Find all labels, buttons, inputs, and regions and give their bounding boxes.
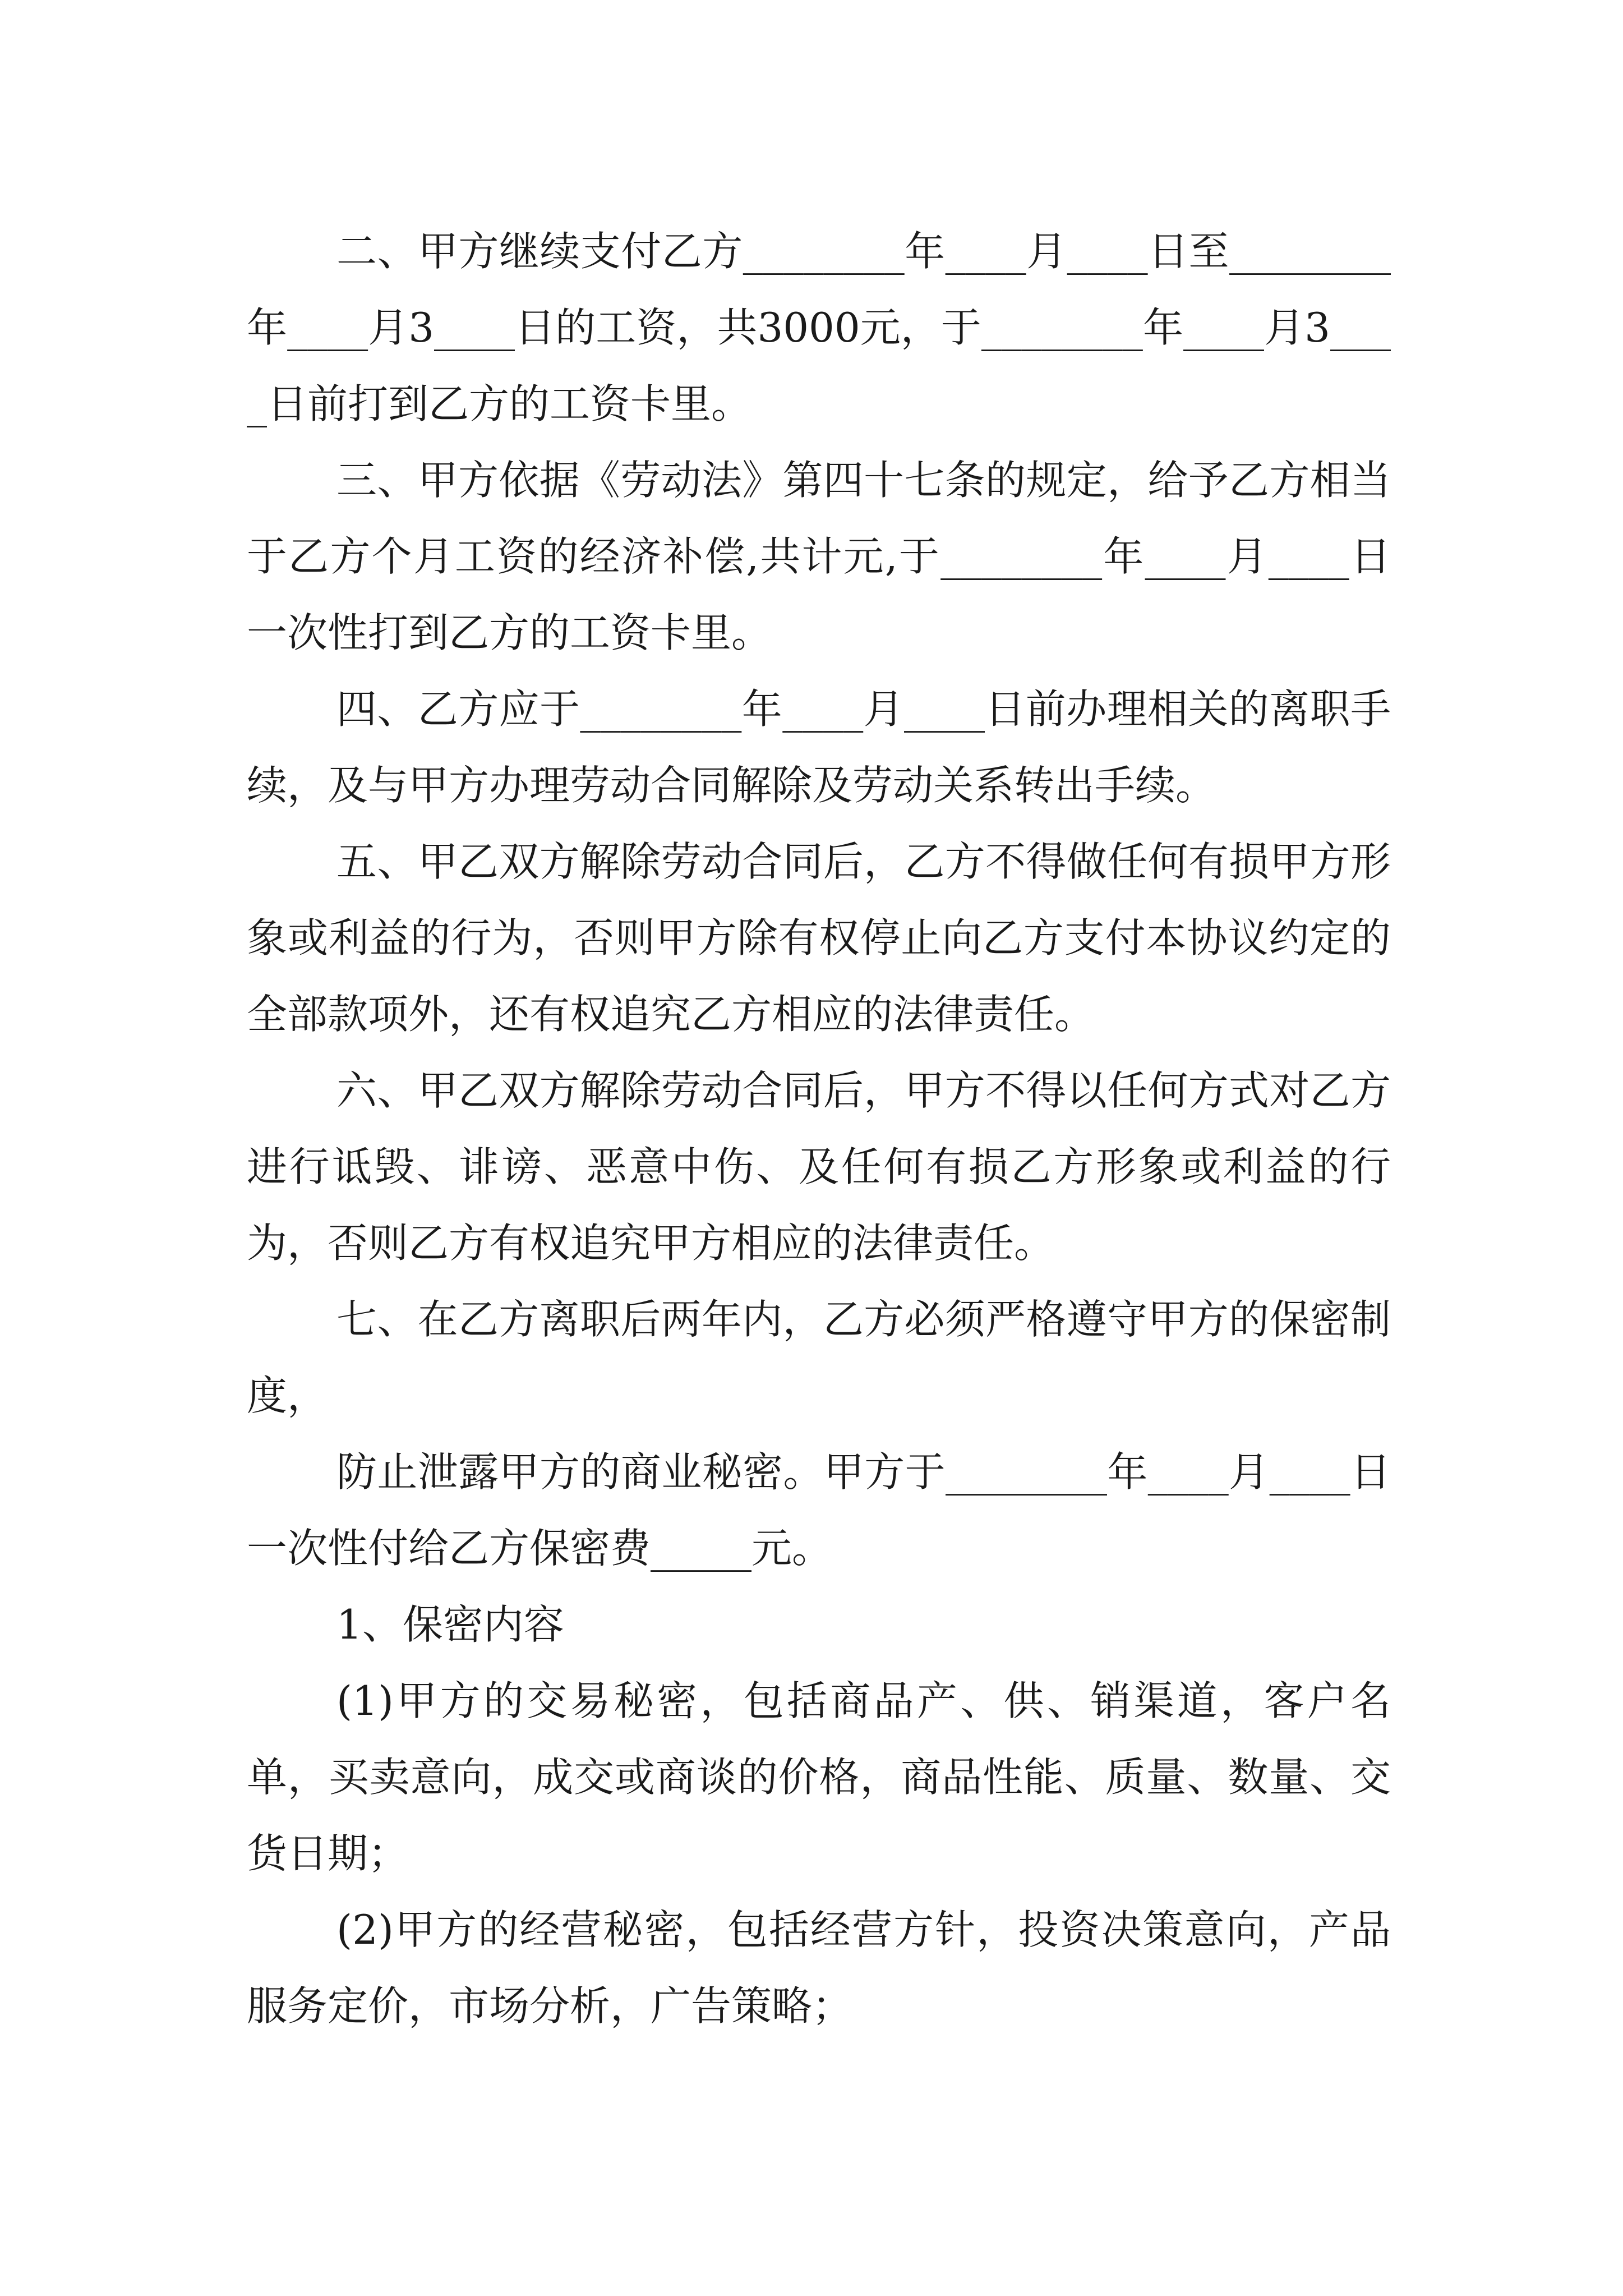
confidential-item-business-secrets: (2)甲方的经营秘密，包括经营方针，投资决策意向，产品服务定价，市场分析，广告策略；	[247, 1906, 1391, 2030]
clause-5-employee-obligation: 五、甲乙双方解除劳动合同后，乙方不得做任何有损甲方形象或利益的行为，否则甲方除有权停止向乙方支付本协议约定的全部款项外，还有权追究乙方相应的法律责任。	[247, 838, 1391, 1038]
clause-2-continue-payment: 二、甲方继续支付乙方________年____月____日至________年____月3____日的工资，共3000元，于________年____月3____日前打到乙方的工资卡里。	[247, 228, 1391, 427]
confidential-item-trade-secrets: (1)甲方的交易秘密，包括商品产、供、销渠道，客户名单，买卖意向，成交或商谈的价格，商品性能、质量、数量、交货日期；	[247, 1677, 1391, 1877]
clause-4-resignation-procedures: 四、乙方应于________年____月____日前办理相关的离职手续，及与甲方办理劳动合同解除及劳动关系转出手续。	[247, 685, 1391, 809]
section-confidential-content-heading: 1、保密内容	[336, 1601, 564, 1648]
clause-6-employer-obligation: 六、甲乙双方解除劳动合同后，甲方不得以任何方式对乙方进行诋毁、诽谤、恶意中伤、及任何有损乙方形象或利益的行为，否则乙方有权追究甲方相应的法律责任。	[247, 1067, 1391, 1267]
clause-7-confidentiality: 七、在乙方离职后两年内，乙方必须严格遵守甲方的保密制度，	[247, 1296, 1391, 1419]
clause-3-compensation: 三、甲方依据《劳动法》第四十七条的规定，给予乙方相当于乙方个月工资的经济补偿,共计元,于________年____月____日一次性打到乙方的工资卡里。	[247, 457, 1391, 656]
document-body	[247, 213, 1391, 2044]
clause-7-confidentiality-fee: 防止泄露甲方的商业秘密。甲方于________年____月____日一次性付给乙方保密费_____元。	[247, 1448, 1391, 1572]
